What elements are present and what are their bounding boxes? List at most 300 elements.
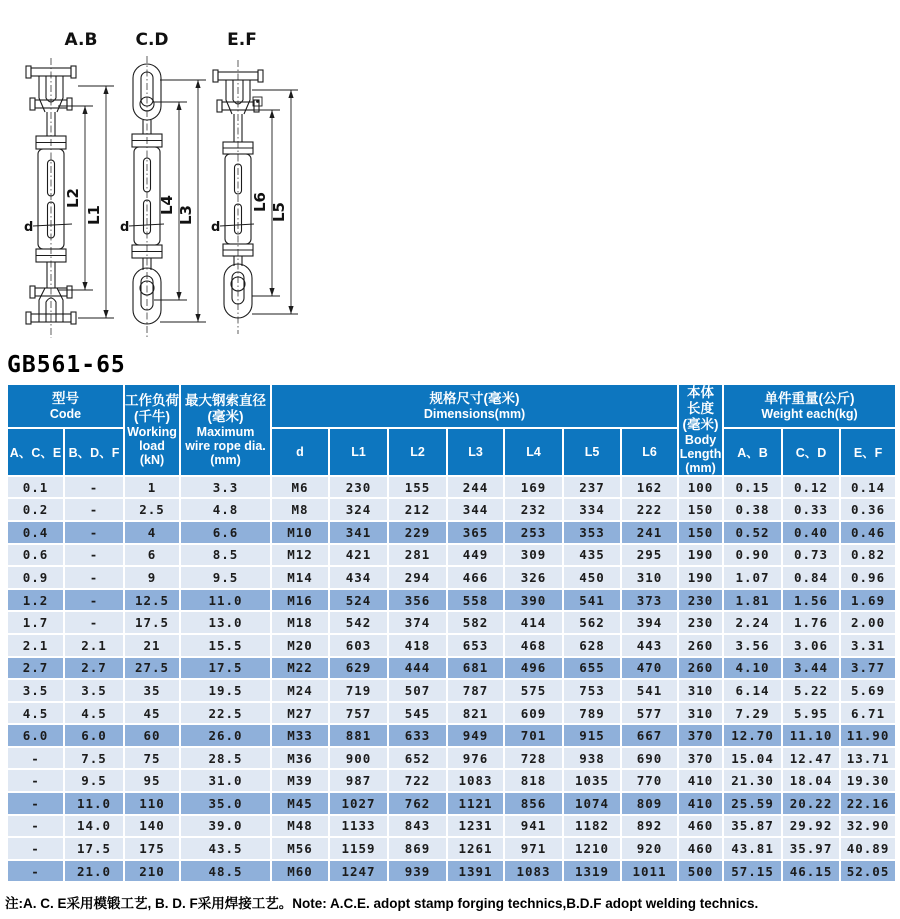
header-line: Dimensions(mm) bbox=[423, 406, 526, 421]
table-row bbox=[7, 679, 896, 702]
header-line: (mm) bbox=[210, 452, 241, 467]
table-cell: 0.33 bbox=[782, 498, 840, 521]
table-cell: 294 bbox=[388, 566, 447, 589]
table-cell: 0.6 bbox=[7, 544, 64, 567]
table-cell: 11.0 bbox=[64, 792, 124, 815]
table-cell: 29.92 bbox=[782, 815, 840, 838]
table-cell: 0.4 bbox=[7, 521, 64, 544]
table-cell: 374 bbox=[388, 611, 447, 634]
table-cell: 3.3 bbox=[180, 476, 271, 499]
table-cell: 260 bbox=[678, 657, 723, 680]
table-cell: M20 bbox=[271, 634, 329, 657]
table-cell: 4.5 bbox=[64, 702, 124, 725]
table-cell: 690 bbox=[621, 747, 678, 770]
table-cell: 11.0 bbox=[180, 589, 271, 612]
header-line: Working bbox=[127, 424, 177, 439]
table-cell: - bbox=[7, 792, 64, 815]
table-cell: 75 bbox=[124, 747, 180, 770]
table-cell: 770 bbox=[621, 769, 678, 792]
table-cell: 212 bbox=[388, 498, 447, 521]
table-body bbox=[7, 476, 896, 883]
subheader-code-ace: A、C、E bbox=[7, 428, 64, 476]
table-row bbox=[7, 769, 896, 792]
table-cell: 939 bbox=[388, 860, 447, 883]
header-weight bbox=[723, 384, 896, 428]
table-cell: 21.30 bbox=[723, 769, 782, 792]
table-row bbox=[7, 815, 896, 838]
table-cell: 28.5 bbox=[180, 747, 271, 770]
table-cell: M16 bbox=[271, 589, 329, 612]
table-row bbox=[7, 521, 896, 544]
table-cell: M56 bbox=[271, 837, 329, 860]
table-cell: 6.0 bbox=[7, 724, 64, 747]
header-line: (kN) bbox=[139, 452, 165, 467]
table-cell: - bbox=[64, 521, 124, 544]
table-cell: 0.36 bbox=[840, 498, 896, 521]
table-cell: 60 bbox=[124, 724, 180, 747]
diagram-label-cd: C.D bbox=[135, 30, 169, 50]
table-cell: 12.47 bbox=[782, 747, 840, 770]
table-cell: 609 bbox=[504, 702, 563, 725]
subheader-l2: L2 bbox=[388, 428, 447, 476]
table-cell: - bbox=[64, 476, 124, 499]
table-cell: 35.97 bbox=[782, 837, 840, 860]
subheader-l4: L4 bbox=[504, 428, 563, 476]
table-cell: 444 bbox=[388, 657, 447, 680]
table-cell: 821 bbox=[447, 702, 504, 725]
header-working-load bbox=[124, 384, 180, 476]
table-cell: 0.2 bbox=[7, 498, 64, 521]
table-cell: 390 bbox=[504, 589, 563, 612]
table-cell: 938 bbox=[563, 747, 621, 770]
table-cell: 39.0 bbox=[180, 815, 271, 838]
table-cell: 1210 bbox=[563, 837, 621, 860]
table-cell: 244 bbox=[447, 476, 504, 499]
table-cell: 507 bbox=[388, 679, 447, 702]
table-cell: 13.71 bbox=[840, 747, 896, 770]
table-cell: 11.90 bbox=[840, 724, 896, 747]
table-cell: 150 bbox=[678, 521, 723, 544]
table-cell: 0.52 bbox=[723, 521, 782, 544]
table-cell: 260 bbox=[678, 634, 723, 657]
subheader-d: d bbox=[271, 428, 329, 476]
table-cell: 32.90 bbox=[840, 815, 896, 838]
table-cell: 370 bbox=[678, 747, 723, 770]
diagram-label-ef: E.F bbox=[227, 30, 257, 50]
header-line: 本体 bbox=[687, 385, 715, 400]
table-row bbox=[7, 544, 896, 567]
header-line: 长度 bbox=[687, 400, 715, 416]
table-cell: 2.5 bbox=[124, 498, 180, 521]
table-cell: 52.05 bbox=[840, 860, 896, 883]
table-cell: - bbox=[64, 566, 124, 589]
table-cell: 541 bbox=[621, 679, 678, 702]
table-cell: 110 bbox=[124, 792, 180, 815]
table-cell: 365 bbox=[447, 521, 504, 544]
table-cell: 48.5 bbox=[180, 860, 271, 883]
table-cell: 719 bbox=[329, 679, 388, 702]
table-cell: 40.89 bbox=[840, 837, 896, 860]
table-cell: 0.14 bbox=[840, 476, 896, 499]
table-cell: 1159 bbox=[329, 837, 388, 860]
table-cell: 421 bbox=[329, 544, 388, 567]
table-row bbox=[7, 566, 896, 589]
table-cell: 987 bbox=[329, 769, 388, 792]
table-cell: 1.76 bbox=[782, 611, 840, 634]
table-row bbox=[7, 634, 896, 657]
table-cell: 0.46 bbox=[840, 521, 896, 544]
table-cell: 11.10 bbox=[782, 724, 840, 747]
table-row bbox=[7, 792, 896, 815]
subheader-weight-ab: A、B bbox=[723, 428, 782, 476]
table-cell: 1083 bbox=[447, 769, 504, 792]
turnbuckle-ab bbox=[24, 30, 114, 338]
header-line: 型号 bbox=[52, 390, 79, 406]
table-cell: 222 bbox=[621, 498, 678, 521]
header-line: wire rope dia. bbox=[185, 438, 266, 453]
table-cell: 4 bbox=[124, 521, 180, 544]
header-line: (毫米) bbox=[207, 408, 244, 424]
table-cell: 57.15 bbox=[723, 860, 782, 883]
table-cell: 1074 bbox=[563, 792, 621, 815]
table-cell: 3.77 bbox=[840, 657, 896, 680]
table-cell: 757 bbox=[329, 702, 388, 725]
subheader-weight-ef: E、F bbox=[840, 428, 896, 476]
table-cell: 818 bbox=[504, 769, 563, 792]
table-cell: 1182 bbox=[563, 815, 621, 838]
table-cell: 1391 bbox=[447, 860, 504, 883]
subheader-l5: L5 bbox=[563, 428, 621, 476]
dim-label-l5: L5 bbox=[270, 202, 288, 222]
table-cell: 2.1 bbox=[7, 634, 64, 657]
table-cell: 6.6 bbox=[180, 521, 271, 544]
table-cell: 20.22 bbox=[782, 792, 840, 815]
table-cell: 25.59 bbox=[723, 792, 782, 815]
table-cell: 232 bbox=[504, 498, 563, 521]
table-cell: 949 bbox=[447, 724, 504, 747]
table-cell: 326 bbox=[504, 566, 563, 589]
table-cell: 418 bbox=[388, 634, 447, 657]
table-cell: M60 bbox=[271, 860, 329, 883]
table-header bbox=[7, 384, 896, 476]
table-cell: - bbox=[7, 837, 64, 860]
header-line: 规格尺寸(毫米) bbox=[429, 390, 520, 406]
table-cell: 394 bbox=[621, 611, 678, 634]
dim-label-l6: L6 bbox=[251, 192, 269, 212]
table-cell: 0.1 bbox=[7, 476, 64, 499]
table-cell: 789 bbox=[563, 702, 621, 725]
table-cell: 728 bbox=[504, 747, 563, 770]
table-cell: - bbox=[64, 589, 124, 612]
table-cell: 653 bbox=[447, 634, 504, 657]
table-cell: 1027 bbox=[329, 792, 388, 815]
table-cell: 1319 bbox=[563, 860, 621, 883]
header-line: Length bbox=[679, 446, 722, 461]
table-cell: 324 bbox=[329, 498, 388, 521]
table-cell: 175 bbox=[124, 837, 180, 860]
table-cell: 35 bbox=[124, 679, 180, 702]
table-cell: 449 bbox=[447, 544, 504, 567]
table-cell: 9 bbox=[124, 566, 180, 589]
table-cell: 460 bbox=[678, 815, 723, 838]
table-cell: 3.56 bbox=[723, 634, 782, 657]
table-cell: M14 bbox=[271, 566, 329, 589]
table-cell: 9.5 bbox=[180, 566, 271, 589]
table-cell: 1 bbox=[124, 476, 180, 499]
table-cell: 0.38 bbox=[723, 498, 782, 521]
header-line: Maximum bbox=[196, 424, 255, 439]
table-cell: 976 bbox=[447, 747, 504, 770]
header-line: 工作负荷 bbox=[125, 392, 179, 408]
table-cell: 230 bbox=[329, 476, 388, 499]
table-cell: 0.73 bbox=[782, 544, 840, 567]
table-cell: 31.0 bbox=[180, 769, 271, 792]
table-cell: 2.7 bbox=[7, 657, 64, 680]
table-cell: 856 bbox=[504, 792, 563, 815]
table-cell: 701 bbox=[504, 724, 563, 747]
table-cell: 21 bbox=[124, 634, 180, 657]
table-cell: 237 bbox=[563, 476, 621, 499]
table-cell: 575 bbox=[504, 679, 563, 702]
table-cell: 435 bbox=[563, 544, 621, 567]
table-cell: 443 bbox=[621, 634, 678, 657]
header-line: Code bbox=[49, 406, 82, 421]
table-cell: 500 bbox=[678, 860, 723, 883]
table-cell: 26.0 bbox=[180, 724, 271, 747]
table-cell: 1.81 bbox=[723, 589, 782, 612]
table-cell: M8 bbox=[271, 498, 329, 521]
table-cell: 0.82 bbox=[840, 544, 896, 567]
table-cell: 722 bbox=[388, 769, 447, 792]
table-cell: 210 bbox=[124, 860, 180, 883]
table-cell: 900 bbox=[329, 747, 388, 770]
table-cell: 869 bbox=[388, 837, 447, 860]
table-cell: 892 bbox=[621, 815, 678, 838]
table-cell: 341 bbox=[329, 521, 388, 544]
turnbuckle-cd bbox=[120, 30, 206, 338]
table-cell: 542 bbox=[329, 611, 388, 634]
table-cell: 1247 bbox=[329, 860, 388, 883]
table-row bbox=[7, 589, 896, 612]
d-leader bbox=[211, 220, 254, 235]
table-row bbox=[7, 724, 896, 747]
table-cell: 18.04 bbox=[782, 769, 840, 792]
table-cell: 334 bbox=[563, 498, 621, 521]
table-cell: 230 bbox=[678, 589, 723, 612]
table-cell: 753 bbox=[563, 679, 621, 702]
table-cell: 35.0 bbox=[180, 792, 271, 815]
table-row bbox=[7, 702, 896, 725]
header-line: (毫米) bbox=[682, 416, 719, 432]
table-cell: 3.5 bbox=[64, 679, 124, 702]
table-cell: M12 bbox=[271, 544, 329, 567]
table-cell: 15.04 bbox=[723, 747, 782, 770]
table-cell: 1.69 bbox=[840, 589, 896, 612]
table-cell: 466 bbox=[447, 566, 504, 589]
spec-table bbox=[6, 383, 897, 883]
table-cell: 12.5 bbox=[124, 589, 180, 612]
table-cell: 1133 bbox=[329, 815, 388, 838]
header-line: 最大钢索直径 bbox=[185, 392, 266, 408]
table-cell: 190 bbox=[678, 544, 723, 567]
table-cell: - bbox=[7, 769, 64, 792]
table-cell: 2.00 bbox=[840, 611, 896, 634]
table-cell: 230 bbox=[678, 611, 723, 634]
subheader-code-bdf: B、D、F bbox=[64, 428, 124, 476]
dim-label-l4: L4 bbox=[158, 195, 176, 215]
table-cell: 190 bbox=[678, 566, 723, 589]
subheader-l6: L6 bbox=[621, 428, 678, 476]
table-cell: 14.0 bbox=[64, 815, 124, 838]
table-cell: - bbox=[64, 611, 124, 634]
table-cell: 373 bbox=[621, 589, 678, 612]
dim-label-l2: L2 bbox=[64, 188, 82, 208]
table-cell: M45 bbox=[271, 792, 329, 815]
dim-label-l3: L3 bbox=[177, 205, 195, 225]
dimension-l4 bbox=[154, 102, 187, 300]
table-cell: 971 bbox=[504, 837, 563, 860]
table-cell: 434 bbox=[329, 566, 388, 589]
table-cell: 460 bbox=[678, 837, 723, 860]
dim-label-d: d bbox=[211, 220, 221, 235]
header-body-length bbox=[678, 384, 723, 476]
table-cell: 450 bbox=[563, 566, 621, 589]
table-cell: 843 bbox=[388, 815, 447, 838]
turnbuckle-diagrams bbox=[0, 0, 900, 350]
table-cell: 915 bbox=[563, 724, 621, 747]
table-cell: 241 bbox=[621, 521, 678, 544]
table-cell: - bbox=[7, 815, 64, 838]
table-cell: M33 bbox=[271, 724, 329, 747]
table-cell: 4.10 bbox=[723, 657, 782, 680]
table-cell: 4.5 bbox=[7, 702, 64, 725]
table-cell: M39 bbox=[271, 769, 329, 792]
table-cell: 5.95 bbox=[782, 702, 840, 725]
table-row bbox=[7, 860, 896, 883]
table-cell: 295 bbox=[621, 544, 678, 567]
table-cell: 603 bbox=[329, 634, 388, 657]
table-row bbox=[7, 611, 896, 634]
table-cell: 6.14 bbox=[723, 679, 782, 702]
header-max-wire-dia bbox=[180, 384, 271, 476]
table-cell: 0.12 bbox=[782, 476, 840, 499]
table-cell: 43.81 bbox=[723, 837, 782, 860]
header-dimensions bbox=[271, 384, 678, 428]
table-cell: 470 bbox=[621, 657, 678, 680]
table-cell: 9.5 bbox=[64, 769, 124, 792]
dim-label-d: d bbox=[24, 220, 34, 235]
header-line: load bbox=[139, 438, 165, 453]
subheader-l1: L1 bbox=[329, 428, 388, 476]
table-cell: 1.7 bbox=[7, 611, 64, 634]
subheader-weight-cd: C、D bbox=[782, 428, 840, 476]
table-cell: 524 bbox=[329, 589, 388, 612]
table-cell: 410 bbox=[678, 769, 723, 792]
table-cell: 2.7 bbox=[64, 657, 124, 680]
table-cell: 0.84 bbox=[782, 566, 840, 589]
table-cell: 3.44 bbox=[782, 657, 840, 680]
table-cell: 7.29 bbox=[723, 702, 782, 725]
table-cell: 0.9 bbox=[7, 566, 64, 589]
table-cell: 5.22 bbox=[782, 679, 840, 702]
table-cell: 1.2 bbox=[7, 589, 64, 612]
table-cell: 628 bbox=[563, 634, 621, 657]
table-cell: 0.90 bbox=[723, 544, 782, 567]
footnote: 注:A. C. E采用模锻工艺, B. D. F采用焊接工艺。Note: A.C.E. adopt stamp forging technics,B.D.F adopt welding technics. bbox=[5, 896, 759, 911]
table-cell: 310 bbox=[621, 566, 678, 589]
table-cell: 150 bbox=[678, 498, 723, 521]
table-cell: 1.56 bbox=[782, 589, 840, 612]
table-cell: M48 bbox=[271, 815, 329, 838]
table-cell: 21.0 bbox=[64, 860, 124, 883]
table-cell: 310 bbox=[678, 679, 723, 702]
table-cell: 162 bbox=[621, 476, 678, 499]
standard-number-title: GB561-65 bbox=[7, 352, 126, 378]
table-cell: 1035 bbox=[563, 769, 621, 792]
table-cell: M24 bbox=[271, 679, 329, 702]
table-cell: 19.30 bbox=[840, 769, 896, 792]
table-cell: 253 bbox=[504, 521, 563, 544]
diagram-label-ab: A.B bbox=[64, 30, 98, 50]
table-cell: M6 bbox=[271, 476, 329, 499]
table-cell: 8.5 bbox=[180, 544, 271, 567]
table-cell: 344 bbox=[447, 498, 504, 521]
table-cell: 17.5 bbox=[180, 657, 271, 680]
table-cell: 46.15 bbox=[782, 860, 840, 883]
header-line: (mm) bbox=[685, 460, 716, 475]
table-cell: M27 bbox=[271, 702, 329, 725]
table-cell: 558 bbox=[447, 589, 504, 612]
table-cell: - bbox=[64, 498, 124, 521]
table-cell: 577 bbox=[621, 702, 678, 725]
table-cell: - bbox=[7, 747, 64, 770]
header-line: Body bbox=[684, 432, 717, 447]
table-cell: 35.87 bbox=[723, 815, 782, 838]
table-cell: 6 bbox=[124, 544, 180, 567]
table-cell: - bbox=[7, 860, 64, 883]
table-cell: 22.5 bbox=[180, 702, 271, 725]
table-cell: 27.5 bbox=[124, 657, 180, 680]
table-cell: 1083 bbox=[504, 860, 563, 883]
table-cell: 1261 bbox=[447, 837, 504, 860]
table-row bbox=[7, 498, 896, 521]
table-cell: M36 bbox=[271, 747, 329, 770]
table-cell: 6.0 bbox=[64, 724, 124, 747]
table-cell: 2.24 bbox=[723, 611, 782, 634]
table-cell: 356 bbox=[388, 589, 447, 612]
table-cell: 762 bbox=[388, 792, 447, 815]
table-cell: 169 bbox=[504, 476, 563, 499]
table-cell: 787 bbox=[447, 679, 504, 702]
table-cell: 370 bbox=[678, 724, 723, 747]
d-leader bbox=[120, 220, 164, 235]
table-cell: 353 bbox=[563, 521, 621, 544]
table-cell: 0.96 bbox=[840, 566, 896, 589]
table-cell: 681 bbox=[447, 657, 504, 680]
header-code bbox=[7, 384, 124, 428]
table-cell: 45 bbox=[124, 702, 180, 725]
table-cell: M10 bbox=[271, 521, 329, 544]
table-cell: 6.71 bbox=[840, 702, 896, 725]
table-cell: 468 bbox=[504, 634, 563, 657]
table-row bbox=[7, 837, 896, 860]
table-cell: 414 bbox=[504, 611, 563, 634]
dim-label-l1: L1 bbox=[85, 205, 103, 225]
table-cell: 0.15 bbox=[723, 476, 782, 499]
turnbuckle-ef bbox=[211, 30, 298, 334]
table-cell: 652 bbox=[388, 747, 447, 770]
table-cell: 95 bbox=[124, 769, 180, 792]
